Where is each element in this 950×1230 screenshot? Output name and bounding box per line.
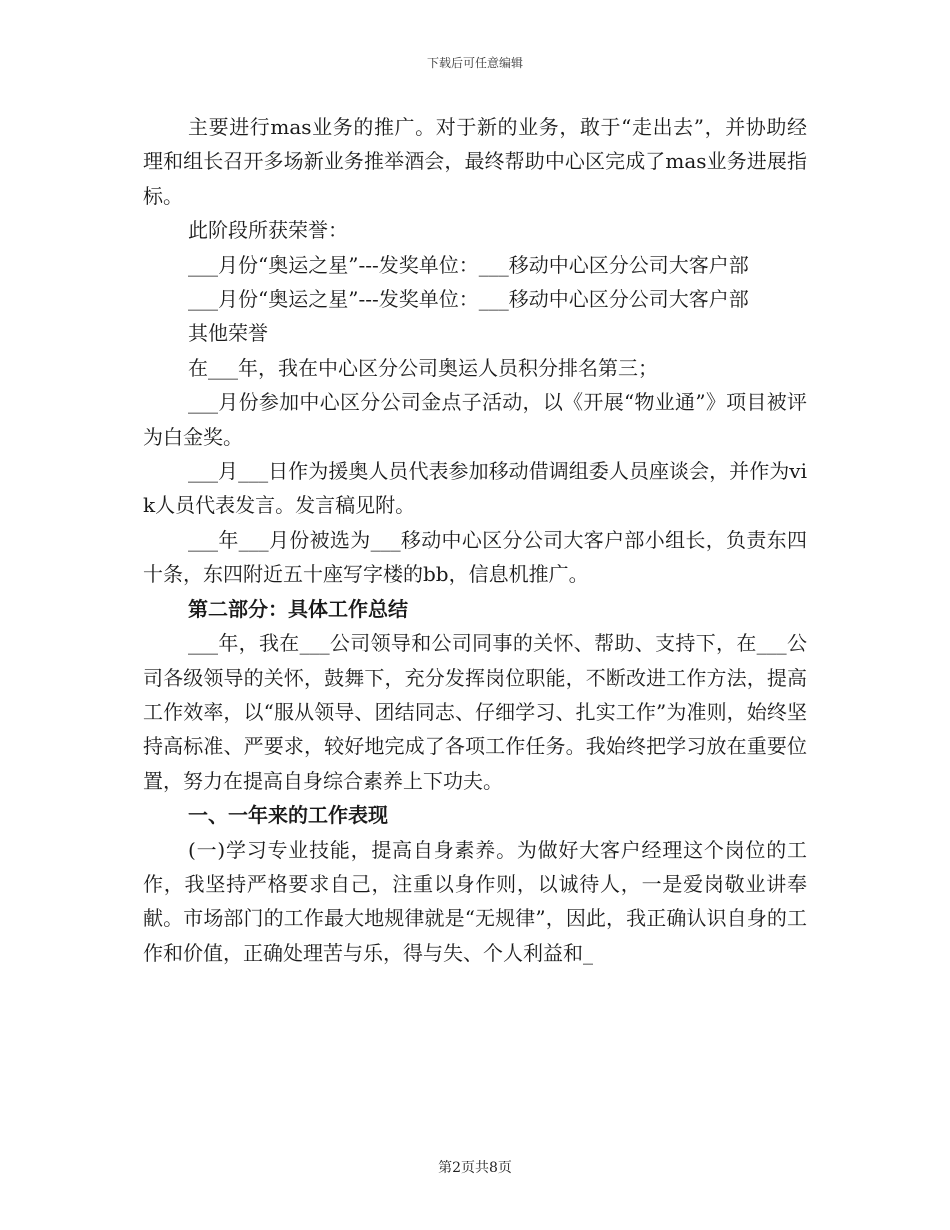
- paragraph-golden-idea: ___月份参加中心区分公司金点子活动，以《开展“物业通”》项目被评为白金奖。: [143, 390, 807, 449]
- page-footer: 第2页共8页: [438, 1160, 512, 1176]
- paragraph-forum-speech: ___月___日作为援奥人员代表参加移动借调组委人员座谈会，并作为vik人员代表发言。发言稿见附。: [143, 459, 807, 518]
- page-header: 下载后可任意编辑: [426, 56, 523, 70]
- paragraph-summary: ___年，我在___公司领导和公司同事的关怀、帮助、支持下，在___公司各级领导的关怀，鼓舞下，充分发挥岗位职能，不断改进工作方法，提高工作效率，以“服从领导、团结同志、仔细学习、扎实工作”为准则，始终坚持高标准、严要求，较好地完成了各项工作任务。我始终把学习放在重要位置，努力在提高自身综合素养上下功夫。: [143, 631, 807, 793]
- section-heading-part-two: 第二部分：具体工作总结: [188, 596, 408, 621]
- paragraph-team-leader: ___年___月份被选为___移动中心区分公司大客户部小组长，负责东四十条，东四附近五十座写字楼的bb，信息机推广。: [143, 527, 807, 587]
- paragraph-olympic-star-1: ___月份“奥运之星”---发奖单位：___移动中心区分公司大客户部: [188, 252, 749, 277]
- paragraph-other-honors: 其他荣誉: [188, 321, 268, 346]
- paragraph-olympic-star-2: ___月份“奥运之星”---发奖单位：___移动中心区分公司大客户部: [188, 287, 749, 312]
- paragraph-honors-heading: 此阶段所获荣誉：: [188, 218, 348, 243]
- paragraph-ranking: 在___年，我在中心区分公司奥运人员积分排名第三；: [188, 355, 658, 380]
- paragraph-skills: (一)学习专业技能，提高自身素养。为做好大客户经理这个岗位的工作，我坚持严格要求自己，注重以身作则，以诚待人，一是爱岗敬业讲奉献。市场部门的工作最大地规律就是“无规律”，因此，我正确认识自身的工作和价值，正确处理苦与乐，得与失、个人利益和_: [143, 837, 807, 965]
- document-body: [143, 110, 807, 970]
- paragraph-mas-promotion: 主要进行mas业务的推广。对于新的业务，敢于“走出去”，并协助经理和组长召开多场新业务推举酒会，最终帮助中心区完成了mas业务进展指标。: [143, 115, 807, 208]
- section-heading-performance: 一、一年来的工作表现: [188, 803, 388, 828]
